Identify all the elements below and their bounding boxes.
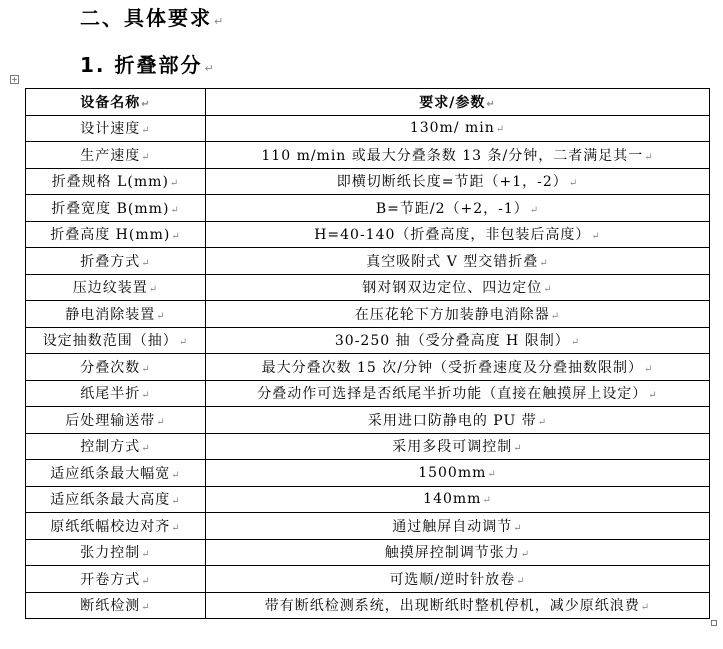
subsection-heading-text: 1. 折叠部分 — [80, 53, 203, 77]
table-row — [26, 327, 710, 354]
row-name-text: 折叠高度 H(mm) — [50, 227, 171, 244]
cell-end-mark: ↵ — [644, 363, 654, 375]
table-header-row — [26, 89, 710, 116]
row-name-text: 纸尾半折 — [80, 386, 141, 403]
row-value-text: 最大分叠次数 15 次/分钟（受折叠速度及分叠抽数限制） — [261, 359, 644, 376]
cell-end-mark: ↵ — [513, 443, 523, 455]
row-value-text: 真空吸附式 V 型交错折叠 — [366, 253, 539, 270]
cell-end-mark: ↵ — [141, 257, 151, 269]
row-value-text: 30-250 抽（受分叠高度 H 限制） — [334, 333, 570, 350]
row-value-cell[interactable] — [206, 354, 710, 381]
cell-end-mark: ↵ — [141, 363, 151, 375]
row-name-cell[interactable] — [26, 539, 206, 566]
cell-end-mark: ↵ — [156, 416, 166, 428]
section-heading — [80, 2, 225, 31]
table-resize-handle-icon[interactable] — [711, 620, 717, 626]
table-row — [26, 486, 710, 513]
header-value-text: 要求/参数 — [419, 94, 486, 111]
row-value-text: 钢对钢双边定位、四边定位 — [362, 280, 543, 297]
row-name-text: 控制方式 — [80, 439, 141, 456]
row-value-cell[interactable] — [206, 513, 710, 540]
row-name-text: 折叠规格 L(mm) — [51, 174, 169, 191]
spec-table — [25, 88, 710, 619]
header-name-text: 设备名称 — [80, 94, 141, 111]
row-value-cell[interactable] — [206, 566, 710, 593]
row-name-cell[interactable] — [26, 486, 206, 513]
cell-end-mark: ↵ — [648, 390, 658, 402]
row-name-text: 折叠方式 — [80, 253, 141, 270]
row-name-cell[interactable] — [26, 380, 206, 407]
table-move-handle-icon[interactable]: + — [11, 75, 18, 84]
cell-end-mark: ↵ — [529, 204, 540, 216]
row-value-text: 130m/ min — [409, 120, 495, 137]
row-name-cell[interactable] — [26, 407, 206, 434]
row-name-text: 折叠宽度 B(mm) — [51, 200, 170, 217]
row-value-cell[interactable] — [206, 168, 710, 195]
row-value-cell[interactable] — [206, 592, 710, 619]
row-name-text: 适应纸条最大高度 — [50, 492, 171, 509]
row-name-text: 原纸纸幅校边对齐 — [50, 518, 171, 535]
row-value-cell[interactable] — [206, 407, 710, 434]
cell-end-mark: ↵ — [171, 231, 181, 243]
row-name-cell[interactable] — [26, 168, 206, 195]
table-row — [26, 539, 710, 566]
cell-end-mark: ↵ — [141, 549, 151, 561]
row-name-cell[interactable] — [26, 301, 206, 328]
row-value-cell[interactable] — [206, 115, 710, 142]
cell-end-mark: ↵ — [156, 310, 166, 322]
table-row — [26, 142, 710, 169]
cell-end-mark: ↵ — [591, 231, 601, 243]
cell-end-mark: ↵ — [141, 151, 151, 163]
cell-end-mark: ↵ — [644, 151, 654, 163]
row-value-cell[interactable] — [206, 248, 710, 275]
cell-end-mark: ↵ — [141, 602, 151, 614]
cell-end-mark: ↵ — [171, 469, 181, 481]
row-value-cell[interactable] — [206, 301, 710, 328]
cell-end-mark: ↵ — [520, 549, 531, 561]
row-value-cell[interactable] — [206, 486, 710, 513]
row-name-text: 适应纸条最大幅宽 — [50, 465, 171, 482]
row-name-cell[interactable] — [26, 195, 206, 222]
table-row — [26, 248, 710, 275]
row-name-cell[interactable] — [26, 115, 206, 142]
cell-end-mark: ↵ — [537, 416, 548, 428]
cell-end-mark: ↵ — [141, 575, 151, 587]
row-value-text: 采用多段可调控制 — [392, 439, 513, 456]
row-name-text: 后处理输送带 — [65, 412, 156, 429]
cell-end-mark: ↵ — [495, 124, 506, 136]
row-name-cell[interactable] — [26, 248, 206, 275]
table-row — [26, 195, 710, 222]
cell-end-mark: ↵ — [550, 310, 561, 322]
cell-end-mark: ↵ — [171, 496, 181, 508]
cell-end-mark: ↵ — [178, 337, 189, 349]
cell-end-mark: ↵ — [568, 178, 579, 190]
row-name-text: 开卷方式 — [80, 571, 141, 588]
row-name-text: 设定抽数范围（抽） — [42, 333, 178, 350]
table-row — [26, 380, 710, 407]
table-row — [26, 301, 710, 328]
row-value-text: 通过触屏自动调节 — [392, 518, 513, 535]
row-value-text: 可选顺/逆时针放卷 — [389, 571, 516, 588]
row-name-cell[interactable] — [26, 354, 206, 381]
cell-end-mark: ↵ — [169, 178, 180, 190]
header-cell-value[interactable] — [206, 89, 710, 116]
row-value-cell[interactable] — [206, 195, 710, 222]
row-value-text: 即横切断纸长度=节距（+1，-2） — [336, 174, 568, 191]
cell-end-mark: ↵ — [486, 98, 496, 110]
row-name-cell[interactable] — [26, 460, 206, 487]
row-value-cell[interactable] — [206, 142, 710, 169]
row-name-text: 静电消除装置 — [65, 306, 156, 323]
cell-end-mark: ↵ — [171, 522, 181, 534]
cell-end-mark: ↵ — [516, 575, 526, 587]
row-name-text: 生产速度 — [80, 147, 141, 164]
row-value-cell[interactable] — [206, 380, 710, 407]
cell-end-mark: ↵ — [148, 284, 159, 296]
row-name-cell[interactable] — [26, 327, 206, 354]
table-row — [26, 592, 710, 619]
table-row — [26, 566, 710, 593]
row-name-text: 断纸检测 — [80, 598, 141, 615]
row-value-text: 带有断纸检测系统，出现断纸时整机停机，减少原纸浪费 — [264, 598, 640, 615]
cell-end-mark: ↵ — [640, 602, 651, 614]
row-name-text: 压边纹装置 — [72, 280, 148, 297]
cell-end-mark: ↵ — [487, 468, 497, 480]
table-row — [26, 433, 710, 460]
row-value-cell[interactable] — [206, 433, 710, 460]
cell-end-mark: ↵ — [141, 98, 151, 110]
paragraph-mark: ↵ — [214, 15, 226, 28]
cell-end-mark: ↵ — [570, 337, 581, 349]
row-name-cell[interactable] — [26, 221, 206, 248]
row-name-text: 分叠次数 — [80, 359, 141, 376]
row-value-cell[interactable] — [206, 327, 710, 354]
row-name-cell[interactable] — [26, 566, 206, 593]
row-name-cell[interactable] — [26, 142, 206, 169]
row-value-cell[interactable] — [206, 221, 710, 248]
row-name-cell[interactable] — [26, 592, 206, 619]
cell-end-mark: ↵ — [170, 204, 180, 216]
cell-end-mark: ↵ — [539, 257, 549, 269]
table-row — [26, 513, 710, 540]
row-value-text: B=节距/2（+2，-1） — [375, 200, 529, 217]
row-value-text: 在压花轮下方加装静电消除器 — [354, 306, 550, 323]
section-heading-text: 二、具体要求 — [80, 6, 212, 30]
table-row — [26, 115, 710, 142]
cell-end-mark: ↵ — [141, 125, 151, 137]
row-value-text: 分叠动作可选择是否纸尾半折功能（直接在触摸屏上设定） — [257, 386, 648, 403]
row-value-cell[interactable] — [206, 274, 710, 301]
cell-end-mark: ↵ — [482, 495, 492, 507]
paragraph-mark: ↵ — [204, 62, 216, 75]
cell-end-mark: ↵ — [513, 522, 523, 534]
row-value-text: 140mm — [423, 491, 482, 508]
row-value-text: 1500mm — [418, 464, 487, 481]
table-row — [26, 407, 710, 434]
table-row — [26, 460, 710, 487]
table-row — [26, 354, 710, 381]
table-body — [26, 115, 710, 619]
row-value-cell[interactable] — [206, 460, 710, 487]
row-name-cell[interactable] — [26, 274, 206, 301]
row-name-cell[interactable] — [26, 513, 206, 540]
header-cell-name[interactable] — [26, 89, 206, 116]
row-value-text: 110 m/min 或最大分叠条数 13 条/分钟，二者满足其一 — [261, 147, 644, 164]
table-row — [26, 274, 710, 301]
row-name-text: 设计速度 — [80, 121, 141, 138]
row-value-text: H=40-140（折叠高度，非包装后高度） — [314, 227, 591, 244]
row-name-cell[interactable] — [26, 433, 206, 460]
cell-end-mark: ↵ — [141, 390, 151, 402]
row-value-text: 采用进口防静电的 PU 带 — [367, 412, 537, 429]
table-row — [26, 168, 710, 195]
subsection-heading — [80, 49, 216, 78]
row-name-text: 张力控制 — [80, 545, 141, 562]
cell-end-mark: ↵ — [141, 443, 151, 455]
table-row — [26, 221, 710, 248]
row-value-cell[interactable] — [206, 539, 710, 566]
row-value-text: 触摸屏控制调节张力 — [384, 545, 520, 562]
cell-end-mark: ↵ — [543, 284, 553, 296]
